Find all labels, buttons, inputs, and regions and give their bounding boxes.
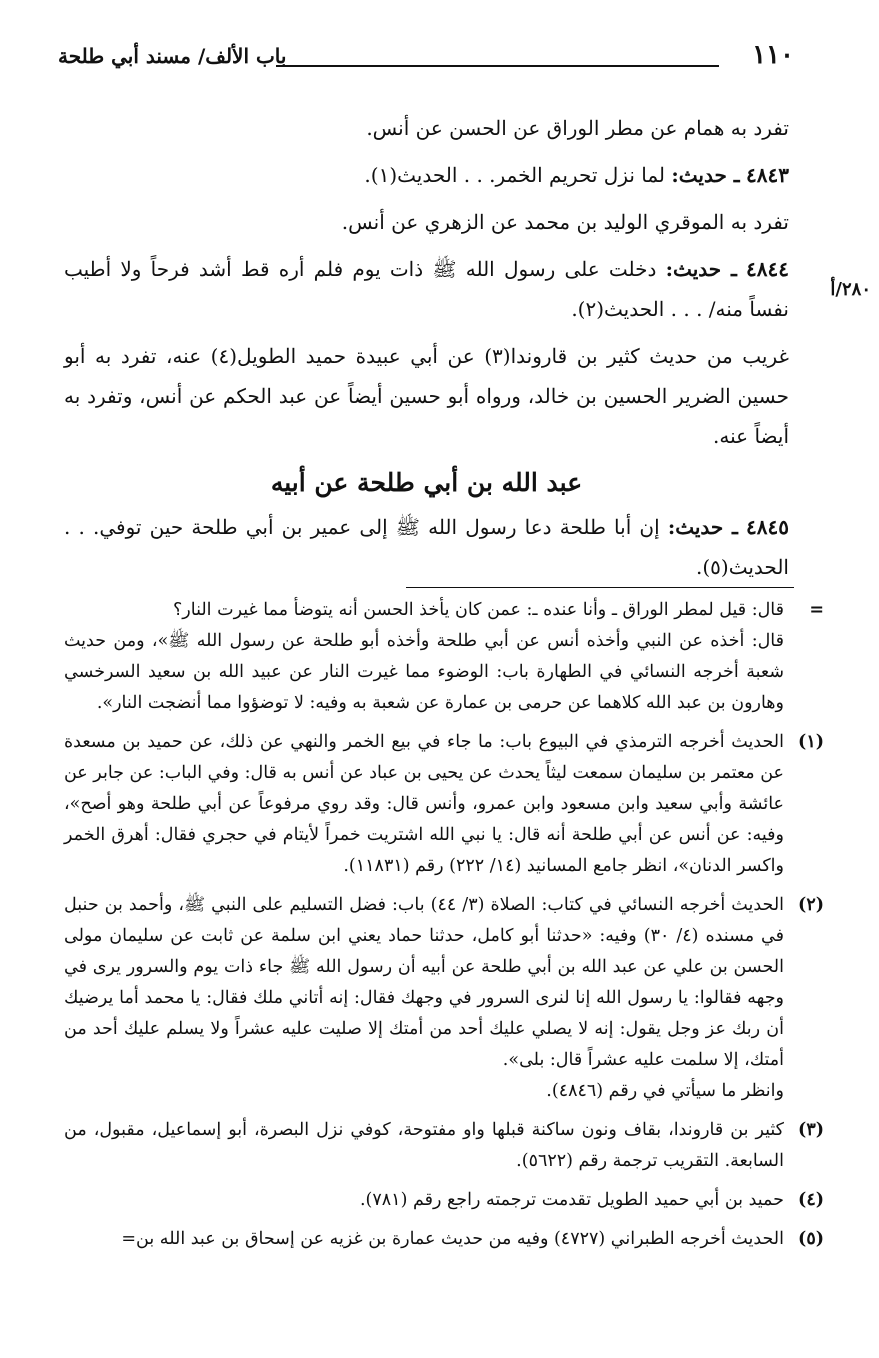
- section-title: عبد الله بن أبي طلحة عن أبيه: [270, 468, 583, 497]
- footnote-line: الحديث أخرجه الترمذي في البيوع باب: ما جاء في بيع الخمر والنهي عن ذلك، عن حميد بن مسعدة عن معتمر بن سليمان سمعت ليثاً يحدث عن يحيى بن عباد عن أنس به قال: وفي الباب: عن جابر عن عائشة وأبي سعيد وابن مسعود وابن عمرو، وأنس قال: وقد روي مرفوعاً عن أبي طلحة وهو أصح»، وفيه: عن أنس عن أبي طلحة أنه قال: يا نبي الله اشتريت خمراً لأيتام في حجري فقال: أهرق الخمر واكسر الدنان»، انظر جامع المسانيد (١٤/ ٢٢٢) رقم (١١٨٣١).: [63, 732, 784, 876]
- margin-folio-note: ٢٨٠/أ: [830, 279, 871, 300]
- footnote-mark: (٣): [798, 1120, 824, 1140]
- footnote-1: [64, 727, 824, 882]
- hadith-number: ٤٨٤٣: [746, 163, 789, 187]
- footnote-mark: (٤): [798, 1190, 824, 1210]
- hadith-4844: [64, 249, 789, 329]
- paragraph-1: تفرد به همام عن مطر الوراق عن الحسن عن أنس.: [366, 116, 789, 140]
- footnote-mark: =: [809, 600, 824, 620]
- hadith-4845: [64, 507, 789, 587]
- hadith-number: ٤٨٤٤: [746, 257, 790, 281]
- hadith-text: إن أبا طلحة دعا رسول الله ﷺ إلى عمير بن أبي طلحة حين توفي. . . الحديث(٥).: [64, 515, 789, 579]
- footnote-line: الحديث أخرجه الطبراني (٤٧٢٧) وفيه من حديث عمارة بن غزيه عن إسحاق بن عبد الله بن=: [121, 1229, 784, 1249]
- footnote-separator: [406, 587, 794, 588]
- footnote-continuation: [64, 595, 824, 719]
- footnote-4: [64, 1185, 824, 1216]
- header-rule: [276, 65, 719, 67]
- page-header: [58, 40, 794, 70]
- footnote-line: الحديث أخرجه النسائي في كتاب: الصلاة (٣/ ٤٤) باب: فضل التسليم على النبي ﷺ، وأحمد بن حنبل في مسنده (٤/ ٣٠) وفيه: «حدثنا أبو كامل، حدثنا حماد يعني ابن سلمة عن ثابت عن سليمان مولى الحسن بن علي عن عبد الله بن أبي طلحة عن أبيه أن رسول الله ﷺ جاء ذات يوم والسرور يرى في وجهه فقالوا: يا رسول الله إنا لنرى السرور في وجهك فقال: إنه أتاني ملك فقال: يا محمد أما يرضيك أن ربك عز وجل يقول: إنه لا يصلي عليك أحد من أمتك إلا صليت عليه عشراً ولا يسلم عليك أحد من أمتك، إلا سلمت عليه عشراً قال: بلى».: [64, 895, 785, 1070]
- footnote-line: قال: قيل لمطر الوراق ـ وأنا عنده ـ: عمن كان يأخذ الحسن أنه يتوضأ مما غيرت النار؟: [173, 600, 784, 620]
- paragraph-2: تفرد به الموقري الوليد بن محمد عن الزهري عن أنس.: [341, 210, 789, 234]
- hadith-text: دخلت على رسول الله ﷺ ذات يوم فلم أره قط أشد فرحاً ولا أطيب نفساً منه/ . . . الحديث(٢).: [64, 257, 789, 321]
- footnote-line: كثير بن قاروندا، بقاف ونون ساكنة قبلها واو مفتوحة، كوفي نزل البصرة، أبو إسماعيل، مقبول، من السابعة. التقريب ترجمة رقم (٥٦٢٢).: [64, 1120, 784, 1171]
- footnote-line: حميد بن أبي حميد الطويل تقدمت ترجمته راجع رقم (٧٨١).: [359, 1190, 784, 1210]
- page-number: ١١٠: [752, 40, 794, 70]
- footnote-3: [64, 1115, 824, 1177]
- footnote-line: قال: أخذه عن النبي وأخذه أنس عن أبي طلحة وأخذه أبو طلحة عن رسول الله ﷺ»، ومن حديث شعبة أخرجه النسائي في الطهارة باب: الوضوء مما غيرت النار عن عبيد الله بن سعيد السرخسي وهارون بن عبد الله كلاهما عن حرمى بن عمارة عن شعبة به وفيه: لا توضؤوا مما أنضجت النار».: [64, 631, 784, 713]
- footnote-mark: (٥): [798, 1229, 824, 1249]
- hadith-4843: [64, 155, 789, 195]
- hadith-label: ـ حديث:: [667, 515, 738, 539]
- running-title: باب الألف/ مسند أبي طلحة: [58, 44, 287, 68]
- hadith-number: ٤٨٤٥: [746, 515, 789, 539]
- footnote-mark: (١): [798, 732, 824, 752]
- footnote-line: وانظر ما سيأتي في رقم (٤٨٤٦).: [546, 1081, 784, 1101]
- footnote-2: [64, 890, 824, 1107]
- hadith-label: ـ حديث:: [665, 257, 737, 281]
- footnotes: [64, 595, 824, 1263]
- hadith-text: لما نزل تحريم الخمر. . . الحديث(١).: [364, 163, 672, 187]
- main-text: [64, 108, 789, 594]
- footnote-mark: (٢): [798, 895, 824, 915]
- hadith-label: ـ حديث:: [671, 163, 740, 187]
- footnote-5: [64, 1224, 824, 1255]
- paragraph-3: غريب من حديث كثير بن قاروندا(٣) عن أبي عبيدة حميد الطويل(٤) عنه، تفرد به أبو حسين الضرير الحسين بن خالد، ورواه أبو حسين أيضاً عن عبد الحكم عن أنس، وتفرد به أيضاً عنه.: [64, 344, 789, 448]
